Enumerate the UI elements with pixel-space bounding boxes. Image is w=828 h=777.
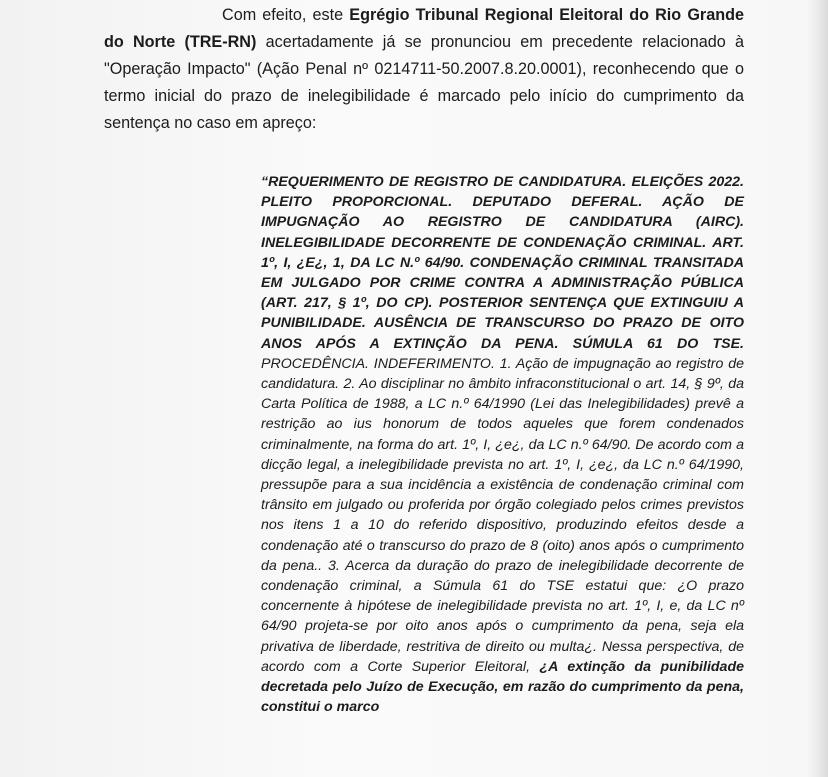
intro-text-end: acertadamente já se pronunciou em precedente relacionado à "Operação Impacto" (Ação Penal nº 0214711-50.2007.8.20.0001), reconhecendo que o termo inicial do prazo de inelegibilidade é marcado pelo início do cumprimento da sentença no caso em apreço: [104, 33, 744, 132]
ementa-quote [261, 172, 744, 717]
intro-text-start: Com efeito, este [222, 6, 350, 24]
ementa-body: PROCEDÊNCIA. INDEFERIMENTO. 1. Ação de impugnação ao registro de candidatura. 2. Ao disciplinar no âmbito infraconstitucional o art. 14, § 9º, da Carta Política de 1988, a LC n.º 64/1990 (Lei das Inelegibilidades) prevê a restrição ao ius honorum de todos aqueles que forem condenados criminalmente, na forma do art. 1º, I, ¿e¿, da LC n.º 64/90. De acordo com a dicção legal, a inelegibilidade prevista no art. 1º, I, ¿e¿, da LC n.º 64/1990, pressupõe para a sua incidência a existência de condenação criminal com trânsito em julgado ou proferida por órgão colegiado pelos crimes previstos nos itens 1 a 10 do referido dispositivo, produzindo efeitos desde a condenação até o transcurso do prazo de 8 (oito) anos após o cumprimento da pena.. 3. Acerca da duração do prazo de inelegibilidade decorrente de condenação criminal, a Súmula 61 do TSE estatui que: ¿O prazo concernente à hipótese de inelegibilidade prevista no art. 1º, I, e, da LC nº 64/90 projeta-se por oito anos após o cumprimento da pena, seja ela privativa de liberdade, restritiva de direito ou multa¿. Nessa perspectiva, de acordo com a Corte Superior Eleitoral, [261, 355, 744, 675]
intro-court-name: Egrégio Tribunal Regional Eleitoral do Rio Grande do Norte (TRE-RN) [104, 6, 744, 51]
page-edge-shadow [806, 0, 828, 777]
ementa-tail: ¿A extinção da punibilidade decretada pelo Juízo de Execução, em razão do cumprimento da pena, constitui o marco [261, 658, 744, 716]
intro-paragraph [104, 2, 744, 137]
ementa-headnote: “REQUERIMENTO DE REGISTRO DE CANDIDATURA. ELEIÇÕES 2022. PLEITO PROPORCIONAL. DEPUTADO DEFERAL. AÇÃO DE IMPUGNAÇÃO AO REGISTRO DE CANDIDATURA (AIRC). INELEGIBILIDADE DECORRENTE DE CONDENAÇÃO CRIMINAL. ART. 1º, I, ¿E¿, 1, DA LC N.º 64/90. CONDENAÇÃO CRIMINAL TRANSITADA EM JULGADO POR CRIME CONTRA A ADMINISTRAÇÃO PÚBLICA (ART. 217, § 1º, DO CP). POSTERIOR SENTENÇA QUE EXTINGUIU A PUNIBILIDADE. AUSÊNCIA DE TRANSCURSO DO PRAZO DE OITO ANOS APÓS A EXTINÇÃO DA PENA. SÚMULA 61 DO TSE. [261, 174, 744, 352]
